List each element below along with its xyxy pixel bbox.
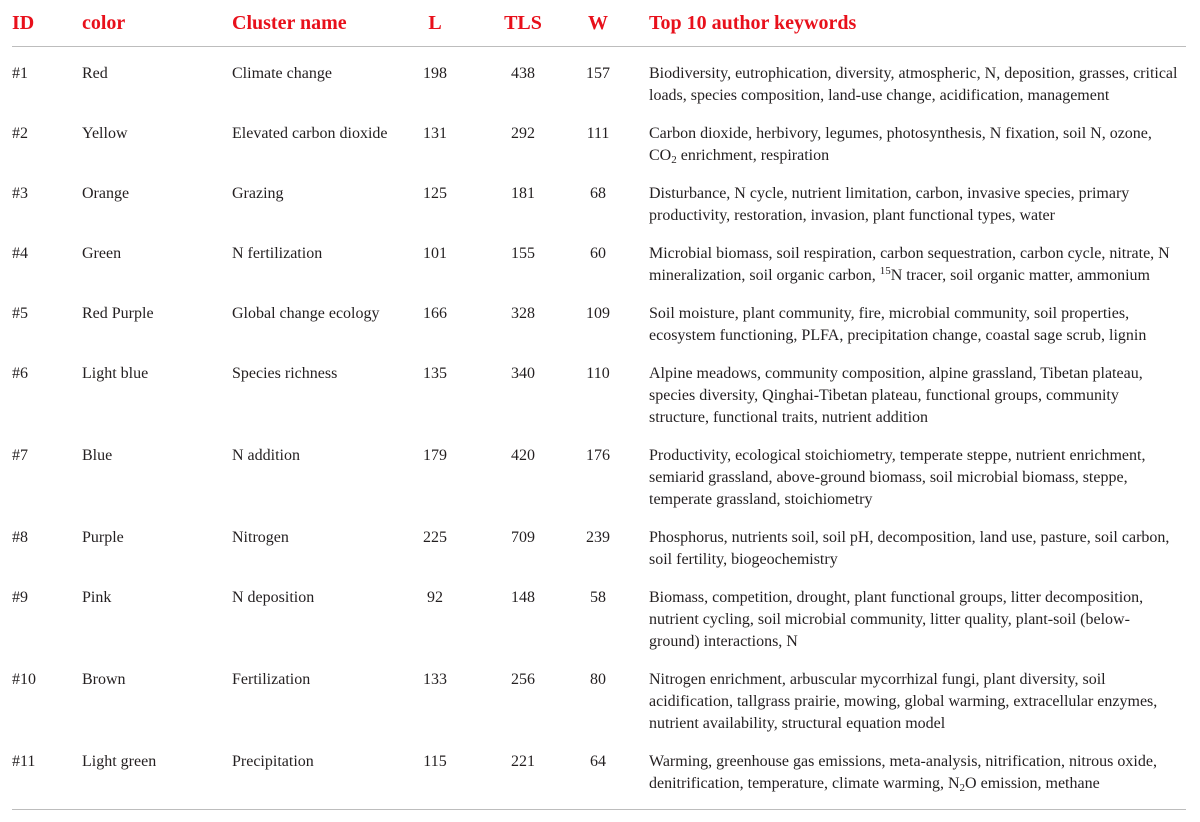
- keyword-text: Biomass, competition, drought, plant functional groups, litter decomposition, nutrient cycling, soil microbial community, litter quality, plant-soil (below-ground) interactions, N: [649, 589, 1144, 650]
- cell-keywords: [618, 653, 1186, 735]
- cell-tls: 148: [511, 589, 535, 606]
- cell-l: 135: [423, 365, 447, 382]
- cell-w: 58: [590, 589, 606, 606]
- keyword-text: Microbial biomass, soil respiration, carbon sequestration, carbon cycle, nitrate, N mineralization, soil organic carbon,: [649, 245, 1170, 284]
- cell-id: #4: [12, 245, 28, 262]
- cell-keywords: [618, 47, 1186, 108]
- cell-l: 198: [423, 65, 447, 82]
- table-row: [12, 571, 1186, 653]
- cell-color: Light blue: [82, 365, 149, 382]
- cell-color: Orange: [82, 185, 130, 202]
- cell-l: 125: [423, 185, 447, 202]
- cell-cluster-name: Grazing: [232, 185, 284, 202]
- table-row: [12, 429, 1186, 511]
- keyword-text: Warming, greenhouse gas emissions, meta-analysis, nitrification, nitrous oxide, denitrification, temperature, climate warming, N: [649, 753, 1157, 792]
- cell-id: #1: [12, 65, 28, 82]
- header-color: color: [82, 0, 232, 47]
- table-row: [12, 227, 1186, 287]
- header-row: [12, 0, 1186, 47]
- cell-keywords: [618, 227, 1186, 287]
- cell-keywords: [618, 107, 1186, 167]
- header-w: W: [578, 0, 618, 47]
- keyword-text: Biodiversity, eutrophication, diversity, atmospheric, N, deposition, grasses, critical loads, species composition, land-use change, acidification, management: [649, 65, 1178, 104]
- cell-tls: 709: [511, 529, 535, 546]
- cell-id: #6: [12, 365, 28, 382]
- cell-cluster-name: Fertilization: [232, 671, 311, 688]
- table-row: [12, 287, 1186, 347]
- keyword-text: 2: [959, 782, 966, 794]
- table-row: [12, 511, 1186, 571]
- keyword-text: Carbon dioxide, herbivory, legumes, photosynthesis, N fixation, soil N, ozone, CO: [649, 125, 1152, 164]
- cell-tls: 420: [511, 447, 535, 464]
- cell-tls: 221: [468, 735, 578, 810]
- header-l: L: [402, 0, 468, 47]
- cell-cluster-name: N fertilization: [232, 245, 323, 262]
- cell-cluster-name: Precipitation: [232, 735, 402, 810]
- cell-tls: 292: [511, 125, 535, 142]
- cell-id: #9: [12, 589, 28, 606]
- cell-cluster-name: Elevated carbon dioxide: [232, 125, 388, 142]
- cell-w: 176: [586, 447, 610, 464]
- cell-id: #5: [12, 305, 28, 322]
- cell-cluster-name: Global change ecology: [232, 305, 380, 322]
- cell-l: 225: [423, 529, 447, 546]
- keyword-text: Phosphorus, nutrients soil, soil pH, decomposition, land use, pasture, soil carbon, soil fertility, biogeochemistry: [649, 529, 1170, 568]
- cell-w: 239: [586, 529, 610, 546]
- cluster-table: [12, 0, 1186, 810]
- table-row: [12, 47, 1186, 108]
- cell-w: 60: [590, 245, 606, 262]
- cell-w: 68: [590, 185, 606, 202]
- keyword-text: enrichment, respiration: [676, 147, 830, 164]
- cell-color: Light green: [82, 735, 232, 810]
- table-row: [12, 735, 1186, 810]
- keyword-text: 15: [879, 265, 891, 277]
- keyword-text: Disturbance, N cycle, nutrient limitation, carbon, invasive species, primary productivity, restoration, invasion, plant functional types, water: [649, 185, 1130, 224]
- cell-keywords: [618, 167, 1186, 227]
- keyword-text: O emission, methane: [965, 775, 1100, 792]
- cell-w: 157: [586, 65, 610, 82]
- cell-keywords: [618, 287, 1186, 347]
- cell-color: Green: [82, 245, 122, 262]
- cell-w: 80: [590, 671, 606, 688]
- cell-tls: 256: [511, 671, 535, 688]
- cell-id: #7: [12, 447, 28, 464]
- cell-cluster-name: N addition: [232, 447, 300, 464]
- cell-id: #3: [12, 185, 28, 202]
- cell-w: 64: [578, 735, 618, 810]
- header-keywords: Top 10 author keywords: [618, 0, 1186, 47]
- cell-color: Brown: [82, 671, 126, 688]
- cell-color: Pink: [82, 589, 112, 606]
- cell-l: 92: [427, 589, 443, 606]
- cell-l: 101: [423, 245, 447, 262]
- cell-id: #8: [12, 529, 28, 546]
- cell-l: 133: [423, 671, 447, 688]
- cell-w: 109: [586, 305, 610, 322]
- header-id: ID: [12, 0, 82, 47]
- keyword-text: Nitrogen enrichment, arbuscular mycorrhizal fungi, plant diversity, soil acidification, tallgrass prairie, mowing, global warming, extracellular enzymes, nutrient availability, structural equation model: [649, 671, 1158, 732]
- keyword-text: N tracer, soil organic matter, ammonium: [890, 267, 1150, 284]
- table-row: [12, 653, 1186, 735]
- cell-keywords: [618, 735, 1186, 810]
- cell-color: Yellow: [82, 125, 128, 142]
- cell-id: #10: [12, 671, 36, 688]
- table-row: [12, 167, 1186, 227]
- cell-cluster-name: Nitrogen: [232, 529, 289, 546]
- cell-l: 115: [402, 735, 468, 810]
- cell-tls: 328: [511, 305, 535, 322]
- cell-w: 111: [586, 125, 610, 142]
- keyword-text: 2: [671, 154, 677, 166]
- cell-cluster-name: Species richness: [232, 365, 338, 382]
- cell-color: Blue: [82, 447, 113, 464]
- header-tls: TLS: [468, 0, 578, 47]
- cell-id: #11: [12, 735, 82, 810]
- keyword-text: Productivity, ecological stoichiometry, temperate steppe, nutrient enrichment, semiarid grassland, above-ground biomass, soil microbial biomass, steppe, temperate grassland, stoichiometry: [649, 447, 1146, 508]
- cell-keywords: [618, 511, 1186, 571]
- cell-color: Red Purple: [82, 305, 154, 322]
- cell-w: 110: [586, 365, 610, 382]
- table-body: [12, 47, 1186, 810]
- cell-tls: 155: [511, 245, 535, 262]
- cell-cluster-name: N deposition: [232, 589, 315, 606]
- cell-keywords: [618, 571, 1186, 653]
- table-header: [12, 0, 1186, 47]
- table-row: [12, 347, 1186, 429]
- cell-color: Purple: [82, 529, 124, 546]
- cell-keywords: [618, 347, 1186, 429]
- cell-l: 131: [423, 125, 447, 142]
- header-cluster-name: Cluster name: [232, 0, 402, 47]
- keyword-text: Soil moisture, plant community, fire, microbial community, soil properties, ecosystem functioning, PLFA, precipitation change, coastal sage scrub, lignin: [649, 305, 1147, 344]
- cell-cluster-name: Climate change: [232, 65, 332, 82]
- cell-l: 179: [423, 447, 447, 464]
- cell-id: #2: [12, 125, 28, 142]
- cell-tls: 340: [511, 365, 535, 382]
- keyword-text: Alpine meadows, community composition, alpine grassland, Tibetan plateau, species diversity, Qinghai-Tibetan plateau, functional groups, community structure, functional traits, nutrient addition: [649, 365, 1143, 426]
- cell-keywords: [618, 429, 1186, 511]
- table-row: [12, 107, 1186, 167]
- cell-l: 166: [423, 305, 447, 322]
- cell-color: Red: [82, 65, 108, 82]
- cell-tls: 181: [511, 185, 535, 202]
- cell-tls: 438: [511, 65, 535, 82]
